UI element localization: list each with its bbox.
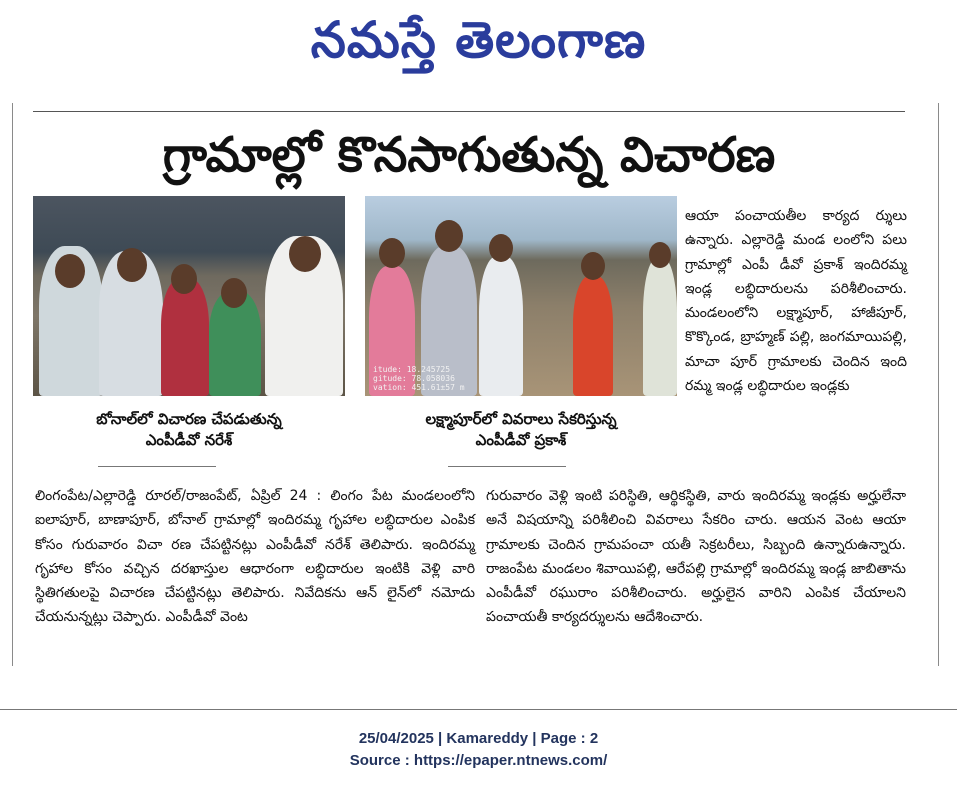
gps-latitude: itude: 18.245725 <box>373 365 451 374</box>
article-column-right: ఆయా పంచాయతీల కార్యద ర్శులు ఉన్నారు. ఎల్లారెడ్డి మండ లంలోని పలు గ్రామాల్లో ఎంపీ డీవో ప్రకాశ్‌ ఇందిరమ్మ ఇండ్ల లబ్ధిదారులను పరిశీలించారు. మండలంలోని లక్ష్మాపూర్‌, హాజీపూర్‌, కొక్కొండ, బ్రాహ్మణ్‌ పల్లి, జంగమాయిపల్లి, మాచా పూర్‌ గ్రామాలకు చెందిన ఇంది రమ్మ ఇండ్ల లబ్ధిదారుల ఇండ్లకు <box>685 208 907 395</box>
photo2-caption-line1: లక్ష్మాపూర్‌లో వివరాలు సేకరిస్తున్న <box>425 410 617 428</box>
footer-source-link[interactable]: Source : https://epaper.ntnews.com/ <box>349 752 608 769</box>
article-headline: గ్రామాల్లో కొనసాగుతున్న విచారణ <box>162 127 776 183</box>
article-photo-bonal <box>33 196 345 396</box>
gps-longitude: gitude: 78.058036 <box>373 374 455 383</box>
article-photo-lakshmapur <box>365 196 677 396</box>
photo2-caption <box>365 409 677 451</box>
newspaper-logo: నమస్తే తెలంగాణ <box>310 11 647 69</box>
photo-gps-overlay <box>373 365 465 392</box>
gps-elevation: vation: 451.61±57 m <box>373 383 465 392</box>
caption1-divider <box>98 466 216 467</box>
article-column-middle: గురువారం వెళ్లి ఇంటి పరిస్థితి, ఆర్థికస్థితి, వారు ఇందిరమ్మ ఇండ్లకు అర్హులేనా అనే విషయాన్ని పరిశీలించి వివరాలు సేకరిం చారు. ఆయన వెంట ఆయా గ్రామాలకు చెందిన గ్రామపంచా యతీ సెక్రటరీలు, సిబ్బంది ఉన్నారుఉన్నారు. రాజంపేట మండలం శివాయిపల్లి, ఆరేపల్లి గ్రామాల్లో ఇందిరమ్మ ఇండ్ల జాబితాను ఎంపీడీవో రఘురాం పరిశీలించారు. అర్హులైన వారిని ఎంపిక చేయాలని పంచాయతీ కార్యదర్శులను ఆదేశించారు. <box>486 488 906 626</box>
top-divider <box>33 111 905 112</box>
frame-left-border <box>12 103 13 666</box>
photo1-caption <box>33 409 345 451</box>
photo1-caption-line2: ఎంపీడీవో నరేశ్‌ <box>145 431 233 449</box>
footer-edition-info: 25/04/2025 | Kamareddy | Page : 2 <box>358 730 599 747</box>
masthead <box>0 0 957 82</box>
article-column-left: లింగంపేట/ఎల్లారెడ్డి రూరల్‌/రాజంపేట్‌, ఏప్రిల్‌ 24 : లింగం పేట మండలంలోని ఐలాపూర్‌, బాణాపూర్‌, బోనాల్‌ గ్రామాల్లో ఇందిరమ్మ గృహాల లబ్ధిదారుల ఎంపిక కోసం గురువారం విచా రణ చేపట్టినట్లు ఎంపీడీవో నరేశ్‌ తెలిపారు. ఇందిరమ్మ గృహాల కోసం వచ్చిన దరఖాస్తుల ఆధారంగా లబ్ధిదారుల ఇంటికి వెళ్లి వారి స్థితిగతులపై విచారణ చేపట్టినట్లు తెలిపారు. నివేదికను ఆన్‌ లైన్‌లో నమోదు చేయనున్నట్లు చెప్పారు. ఎంపీడీవో వెంట <box>35 488 475 626</box>
caption2-divider <box>448 466 566 467</box>
footer-divider <box>0 709 957 710</box>
frame-right-border <box>938 103 939 666</box>
photo2-caption-line2: ఎంపీడీవో ప్రకాశ్‌ <box>475 431 567 449</box>
photo1-caption-line1: బోనాల్‌లో విచారణ చేపడుతున్న <box>96 410 282 428</box>
